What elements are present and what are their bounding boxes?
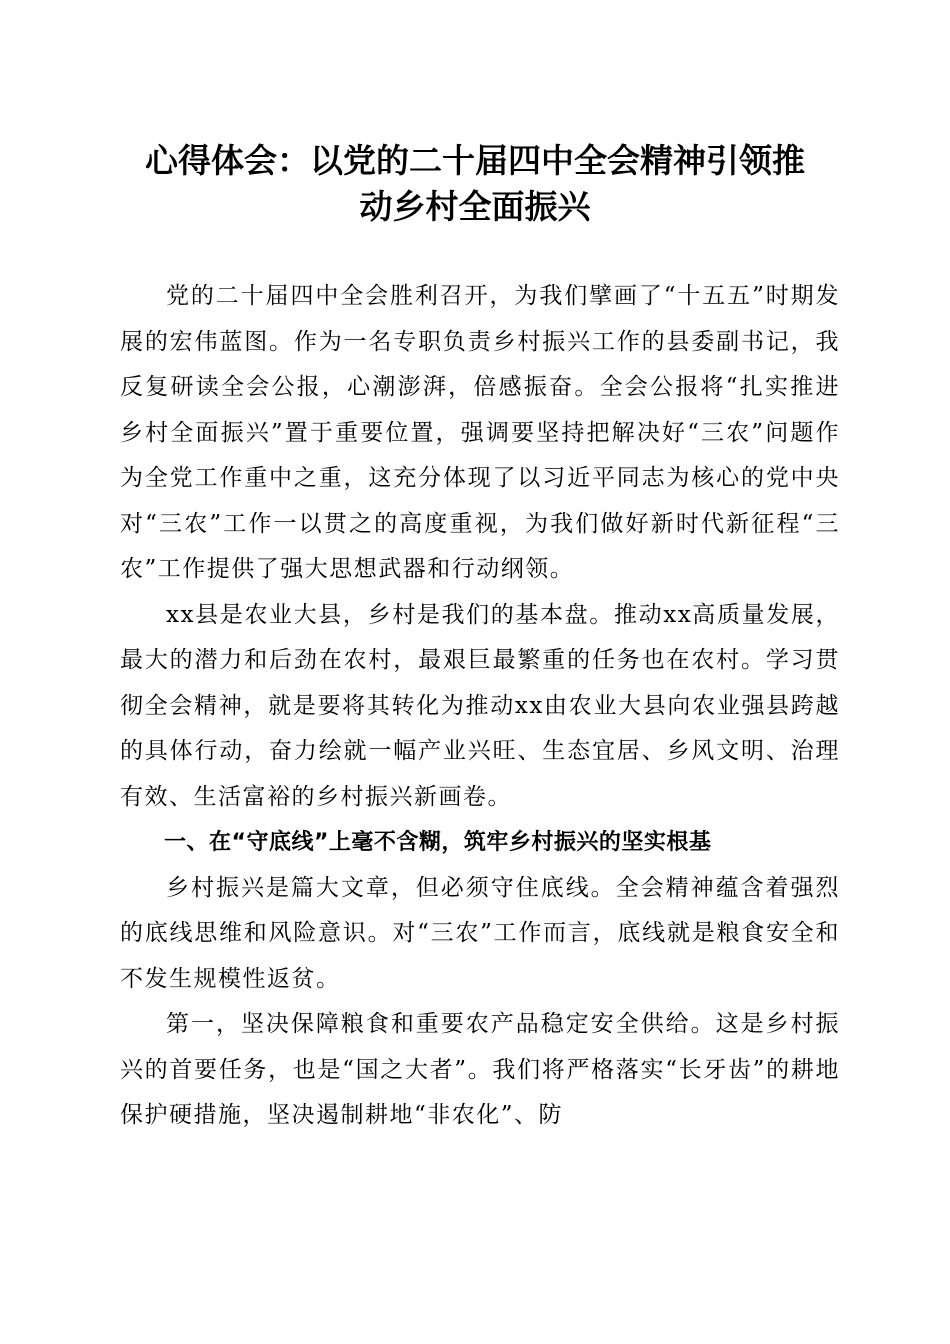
paragraph-bottom-line: 乡村振兴是篇大文章，但必须守住底线。全会精神蕴含着强烈的底线思维和风险意识。对“三农”工作而言，底线就是粮食安全和不发生规模性返贫。 [120,874,840,992]
title-line-1: 心得体会：以党的二十届四中全会精神引领推 [145,141,805,180]
paragraph-intro: 党的二十届四中全会胜利召开，为我们擘画了“十五五”时期发展的宏伟蓝图。作为一名专职负责乡村振兴工作的县委副书记，我反复研读全会公报，心潮澎湃，倍感振奋。全会公报将“扎实推进乡村全面振兴”置于重要位置，强调要坚持把解决好“三农”问题作为全党工作重中之重，这充分体现了以习近平同志为核心的党中央对“三农”工作一以贯之的高度重视，为我们做好新时代新征程“三农”工作提供了强大思想武器和行动纲领。 [120,283,840,582]
paragraph-first-point: 第一，坚决保障粮食和重要农产品稳定安全供给。这是乡村振兴的首要任务，也是“国之大者”。我们将严格落实“长牙齿”的耕地保护硬措施，坚决遏制耕地“非农化”、防 [120,1011,840,1128]
paragraph-county: xx县是农业大县，乡村是我们的基本盘。推动xx高质量发展，最大的潜力和后劲在农村，最艰巨最繁重的任务也在农村。学习贯彻全会精神，就是要将其转化为推动xx由农业大县向农业强县跨越的具体行动，奋力绘就一幅产业兴旺、生态宜居、乡风文明、治理有效、生活富裕的乡村振兴新画卷。 [120,601,840,810]
section-heading-1: 一、在“守底线”上毫不含糊，筑牢乡村振兴的坚实根基 [164,830,712,855]
document-body [120,274,840,1139]
title-line-2: 动乡村全面振兴 [359,187,591,226]
page-title [100,138,850,230]
